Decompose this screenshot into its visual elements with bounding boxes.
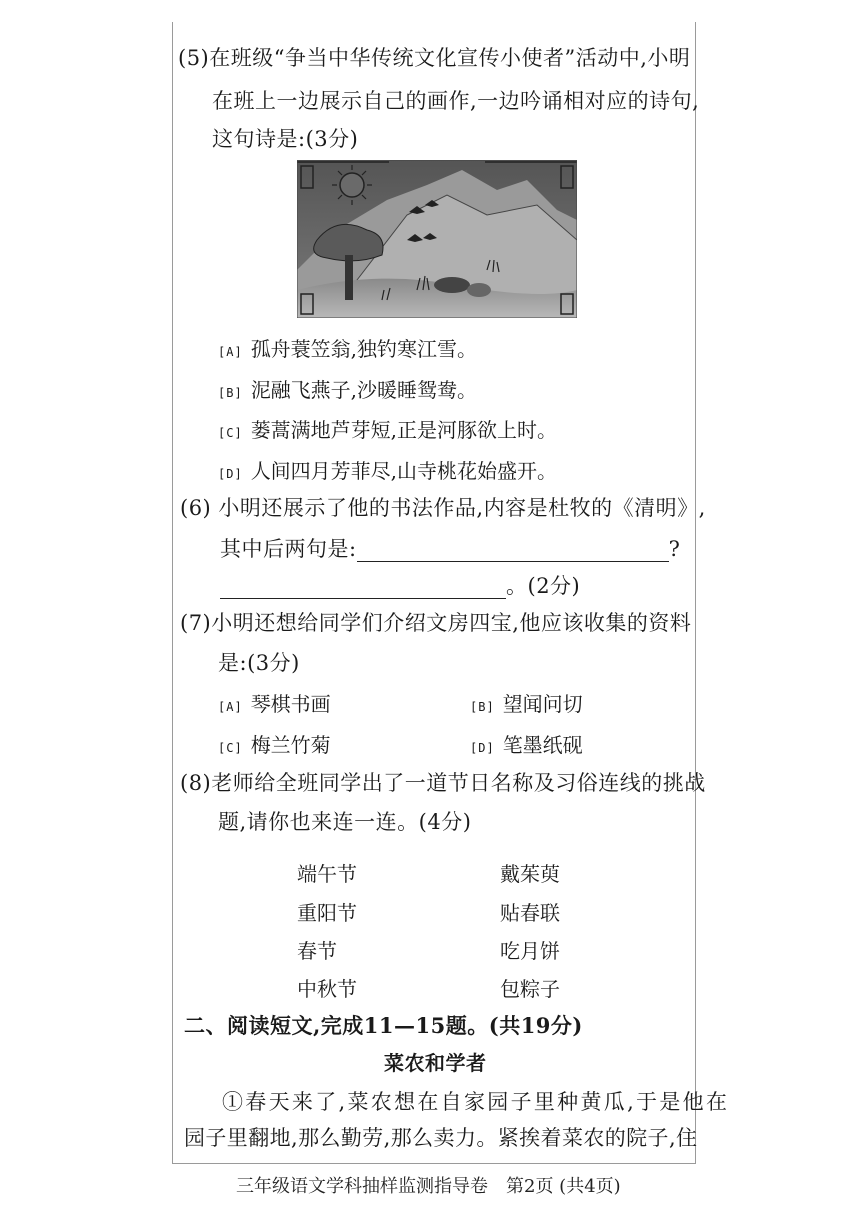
article-para-line2: 园子里翻地,那么勤劳,那么卖力。紧挨着菜农的院子,住 (184, 1126, 698, 1150)
article-para-line1: ①春天来了,菜农想在自家园子里种黄瓜,于是他在 (222, 1090, 730, 1114)
q5-line1: (5)在班级“争当中华传统文化宣传小使者”活动中,小明 (178, 46, 691, 70)
q5-option-d[interactable] (218, 455, 557, 484)
article-title: 菜农和学者 (384, 1051, 487, 1075)
painting-image (297, 160, 577, 318)
answer-blank-1[interactable] (357, 541, 669, 562)
q6-line2 (220, 537, 680, 562)
option-text: 蒌蒿满地芦芽短,正是河豚欲上时。 (250, 418, 558, 442)
option-text: 笔墨纸砚 (502, 733, 583, 757)
custom-item[interactable]: 戴茱萸 (500, 862, 560, 886)
festival-item[interactable]: 重阳节 (297, 901, 357, 925)
q5-line2: 在班上一边展示自己的画作,一边吟诵相对应的诗句, (212, 89, 700, 113)
option-text: 望闻问切 (502, 692, 583, 716)
festival-item[interactable]: 春节 (297, 939, 337, 963)
q6-question-mark: ? (668, 537, 681, 561)
option-tag: [B] (218, 386, 243, 400)
option-text: 梅兰竹菊 (250, 733, 331, 757)
custom-item[interactable]: 吃月饼 (500, 939, 560, 963)
option-text: 泥融飞燕子,沙暖睡鸳鸯。 (250, 378, 478, 402)
q8-line1: (8)老师给全班同学出了一道节日名称及习俗连线的挑战 (180, 771, 706, 795)
q5-option-a[interactable] (218, 333, 477, 362)
option-tag: [D] (470, 741, 495, 755)
option-tag: [C] (218, 741, 243, 755)
festival-item[interactable]: 端午节 (297, 862, 357, 886)
option-text: 孤舟蓑笠翁,独钓寒江雪。 (250, 337, 478, 361)
option-tag: [D] (218, 467, 243, 481)
q8-line2: 题,请你也来连一连。(4分) (218, 810, 472, 834)
option-tag: [C] (218, 426, 243, 440)
option-tag: [A] (218, 345, 243, 359)
q7-line2: 是:(3分) (218, 651, 300, 675)
festival-item[interactable]: 中秋节 (297, 977, 357, 1001)
q5-line3: 这句诗是:(3分) (212, 127, 359, 151)
q6-prefix: 其中后两句是: (220, 537, 357, 561)
q7-option-c[interactable] (218, 729, 331, 758)
answer-blank-2[interactable] (220, 578, 506, 599)
custom-item[interactable]: 贴春联 (500, 901, 560, 925)
q5-option-c[interactable] (218, 414, 557, 443)
option-tag: [B] (470, 700, 495, 714)
q6-line3 (220, 574, 580, 599)
custom-item[interactable]: 包粽子 (500, 977, 560, 1001)
q5-option-b[interactable] (218, 374, 477, 403)
q7-option-b[interactable] (470, 688, 583, 717)
q7-option-a[interactable] (218, 688, 331, 717)
q7-line1: (7)小明还想给同学们介绍文房四宝,他应该收集的资料 (180, 611, 692, 635)
section-heading: 二、阅读短文,完成11—15题。(共19分) (184, 1013, 583, 1038)
option-text: 人间四月芳菲尽,山寺桃花始盛开。 (250, 459, 558, 483)
q6-score: 。(2分) (506, 574, 581, 598)
q6-line1: (6) 小明还展示了他的书法作品,内容是杜牧的《清明》, (180, 496, 706, 520)
page-footer: 三年级语文学科抽样监测指导卷 第2页 (共4页) (236, 1176, 621, 1197)
q7-option-d[interactable] (470, 729, 583, 758)
option-tag: [A] (218, 700, 243, 714)
option-text: 琴棋书画 (250, 692, 331, 716)
